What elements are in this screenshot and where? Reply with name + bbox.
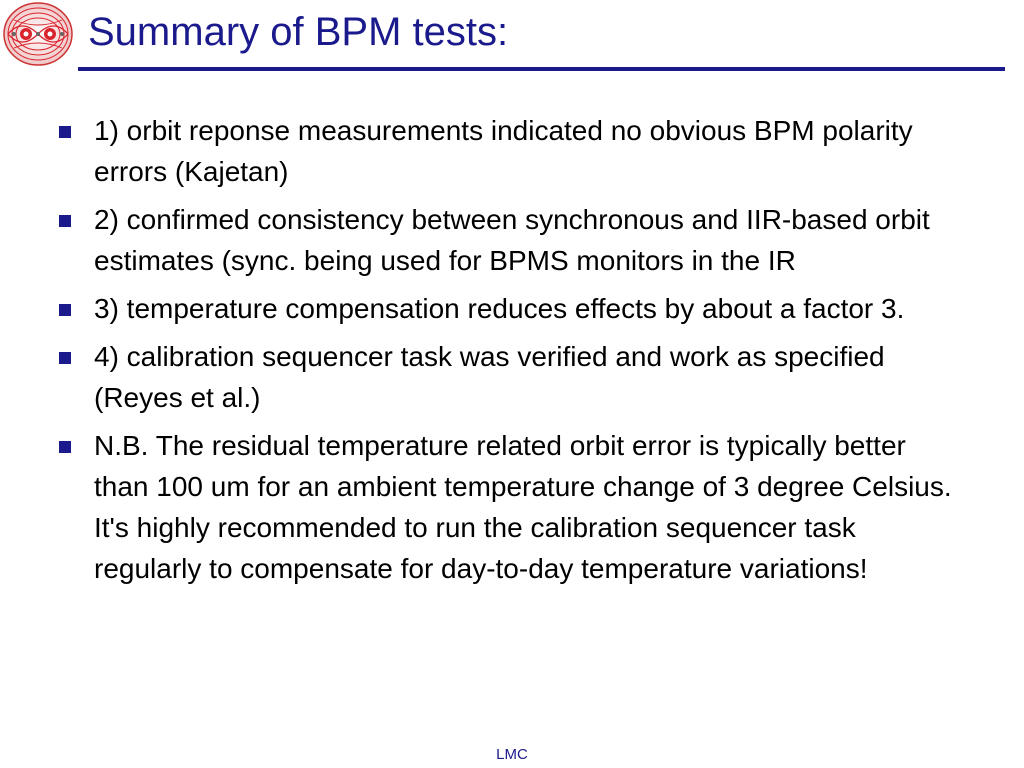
bullet-text: N.B. The residual temperature related orbit error is typically better than 100 um for an ambient temperature change of 3 degree Celsius. It's highly recommended to run the calibration sequencer task regularly to compensate for day-to-day temperature variations! [94, 430, 952, 584]
bullet-list [58, 110, 958, 596]
square-bullet-icon [59, 352, 71, 364]
bullet-item [58, 425, 958, 589]
bullet-text: 1) orbit reponse measurements indicated no obvious BPM polarity errors (Kajetan) [94, 115, 913, 187]
lhc-logo-icon [2, 0, 74, 68]
bullet-item [58, 199, 958, 281]
bullet-text: 2) confirmed consistency between synchronous and IIR-based orbit estimates (sync. being used for BPMS monitors in the IR [94, 204, 930, 276]
title-divider [78, 67, 1005, 71]
bullet-item [58, 110, 958, 192]
slide-title: Summary of BPM tests: [88, 10, 509, 54]
bullet-item [58, 336, 958, 418]
bullet-text: 3) temperature compensation reduces effects by about a factor 3. [94, 293, 905, 324]
bullet-item [58, 288, 958, 329]
slide-footer: LMC [496, 746, 528, 763]
square-bullet-icon [59, 215, 71, 227]
square-bullet-icon [59, 126, 71, 138]
square-bullet-icon [59, 304, 71, 316]
square-bullet-icon [59, 441, 71, 453]
bullet-text: 4) calibration sequencer task was verified and work as specified (Reyes et al.) [94, 341, 885, 413]
